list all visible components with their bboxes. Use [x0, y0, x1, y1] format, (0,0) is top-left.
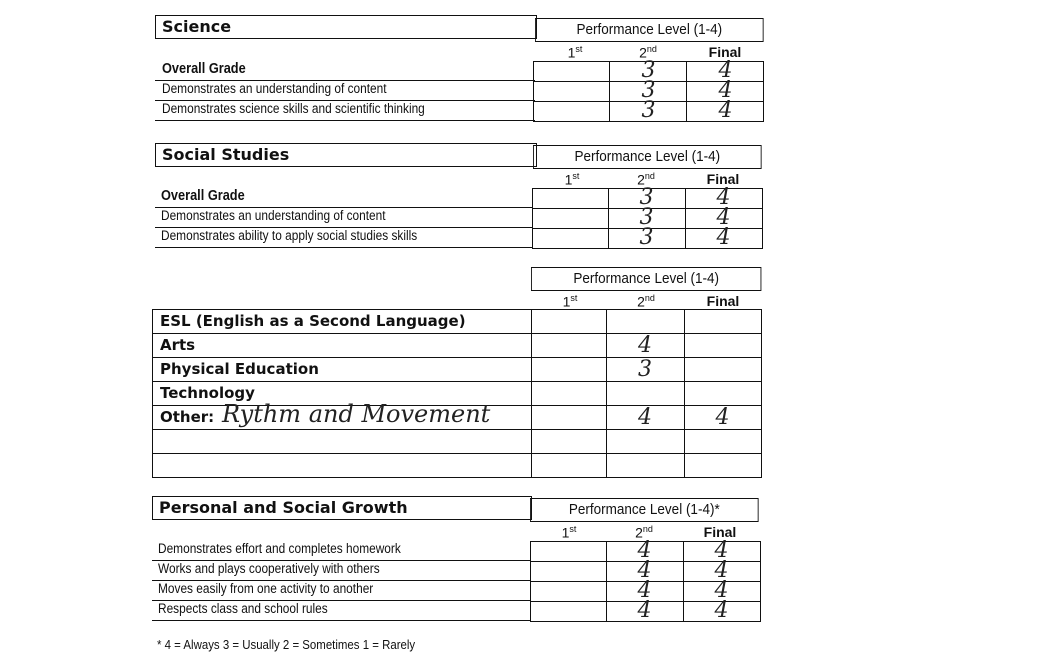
specials-cell-1st	[532, 310, 607, 334]
personal-performance-header: Performance Level (1-4)*	[530, 498, 759, 522]
science-grade-2nd: 3	[641, 98, 656, 123]
science-grade-final: 4	[718, 78, 733, 103]
social-grade-final: 4	[716, 225, 731, 250]
specials-cell-1st	[532, 358, 607, 382]
personal-row-label: Moves easily from one activity to another	[158, 581, 374, 596]
social-performance-header: Performance Level (1-4)	[533, 145, 762, 169]
personal-row-label: Demonstrates effort and completes homework	[158, 541, 401, 556]
personal-row-label: Respects class and school rules	[158, 601, 328, 616]
science-row-label: Demonstrates science skills and scientific thinking	[162, 101, 425, 116]
specials-blank-cell	[685, 454, 762, 478]
personal-grade-final: 4	[714, 538, 729, 563]
science-col-1st: 1st	[567, 44, 583, 61]
science-cell-1st	[534, 102, 610, 122]
social-cell-1st	[533, 209, 609, 229]
personal-grade-final: 4	[714, 558, 729, 583]
social-studies-title: Social Studies	[155, 143, 537, 167]
social-cell-1st	[533, 189, 609, 209]
personal-grade-2nd: 4	[637, 558, 652, 583]
social-grade-2nd: 3	[639, 185, 654, 210]
personal-cell-1st	[531, 542, 607, 562]
science-cell-1st	[534, 82, 610, 102]
specials-cell-final	[685, 358, 762, 382]
specials-blank-cell	[607, 430, 685, 454]
specials-subject-technology: Technology	[160, 384, 255, 402]
personal-col-2nd: 2nd	[635, 524, 653, 541]
specials-cell-2nd	[607, 382, 685, 406]
specials-col-final: Final	[706, 293, 740, 309]
science-row-label: Overall Grade	[162, 61, 246, 77]
science-title: Science	[155, 15, 537, 39]
specials-subject-other: Other:	[160, 408, 215, 426]
specials-blank-cell	[607, 454, 685, 478]
science-grade-2nd: 3	[641, 58, 656, 83]
specials-cell-final	[685, 334, 762, 358]
specials-col-1st: 1st	[562, 293, 578, 310]
personal-social-title: Personal and Social Growth	[152, 496, 532, 520]
specials-subject-esl: ESL (English as a Second Language)	[160, 312, 466, 330]
science-col-2nd: 2nd	[639, 44, 657, 61]
specials-cell-final	[685, 382, 762, 406]
personal-cell-1st	[531, 602, 607, 622]
specials-cell-1st	[532, 382, 607, 406]
social-col-final: Final	[706, 171, 740, 187]
specials-cell-1st	[532, 406, 607, 430]
specials-subject-cell	[153, 334, 532, 358]
specials-blank-cell	[685, 430, 762, 454]
social-col-2nd: 2nd	[637, 171, 655, 188]
personal-col-final: Final	[703, 524, 737, 540]
personal-col-1st: 1st	[561, 524, 577, 541]
social-row-label: Demonstrates ability to apply social studies skills	[161, 228, 418, 243]
specials-blank-cell	[532, 430, 607, 454]
specials-grade-2nd: 3	[638, 357, 652, 382]
science-col-final: Final	[708, 44, 742, 60]
science-cell-1st	[534, 62, 610, 82]
science-grade-final: 4	[718, 98, 733, 123]
personal-row-label: Works and plays cooperatively with others	[158, 561, 380, 576]
specials-grade-2nd: 4	[638, 333, 652, 358]
social-row-label: Overall Grade	[161, 188, 245, 204]
social-col-1st: 1st	[564, 171, 580, 188]
social-row-label: Demonstrates an understanding of content	[161, 208, 386, 223]
science-performance-header: Performance Level (1-4)	[535, 18, 764, 42]
specials-blank-cell	[153, 454, 532, 478]
social-grade-final: 4	[716, 185, 731, 210]
personal-cell-1st	[531, 562, 607, 582]
personal-grade-2nd: 4	[637, 578, 652, 603]
science-grade-2nd: 3	[641, 78, 656, 103]
social-grade-2nd: 3	[639, 225, 654, 250]
personal-grade-2nd: 4	[637, 538, 652, 563]
social-grade-2nd: 3	[639, 205, 654, 230]
specials-performance-header: Performance Level (1-4)	[531, 267, 761, 291]
personal-grade-2nd: 4	[637, 598, 652, 623]
specials-subject-pe: Physical Education	[160, 360, 319, 378]
specials-blank-cell	[153, 430, 532, 454]
specials-cell-final	[685, 310, 762, 334]
personal-grade-final: 4	[714, 598, 729, 623]
specials-cell-2nd	[607, 310, 685, 334]
social-cell-1st	[533, 229, 609, 249]
specials-other-handwritten: Rythm and Movement	[222, 400, 491, 428]
science-row-label: Demonstrates an understanding of content	[162, 81, 387, 96]
science-grade-final: 4	[718, 58, 733, 83]
specials-col-2nd: 2nd	[637, 293, 655, 310]
personal-grade-final: 4	[714, 578, 729, 603]
specials-blank-cell	[532, 454, 607, 478]
rating-footnote: * 4 = Always 3 = Usually 2 = Sometimes 1 = Rarely	[157, 637, 416, 652]
personal-cell-1st	[531, 582, 607, 602]
specials-grade-2nd: 4	[638, 405, 652, 430]
social-grade-final: 4	[716, 205, 731, 230]
specials-subject-arts: Arts	[160, 336, 196, 354]
specials-cell-1st	[532, 334, 607, 358]
specials-grade-final: 4	[715, 405, 730, 430]
